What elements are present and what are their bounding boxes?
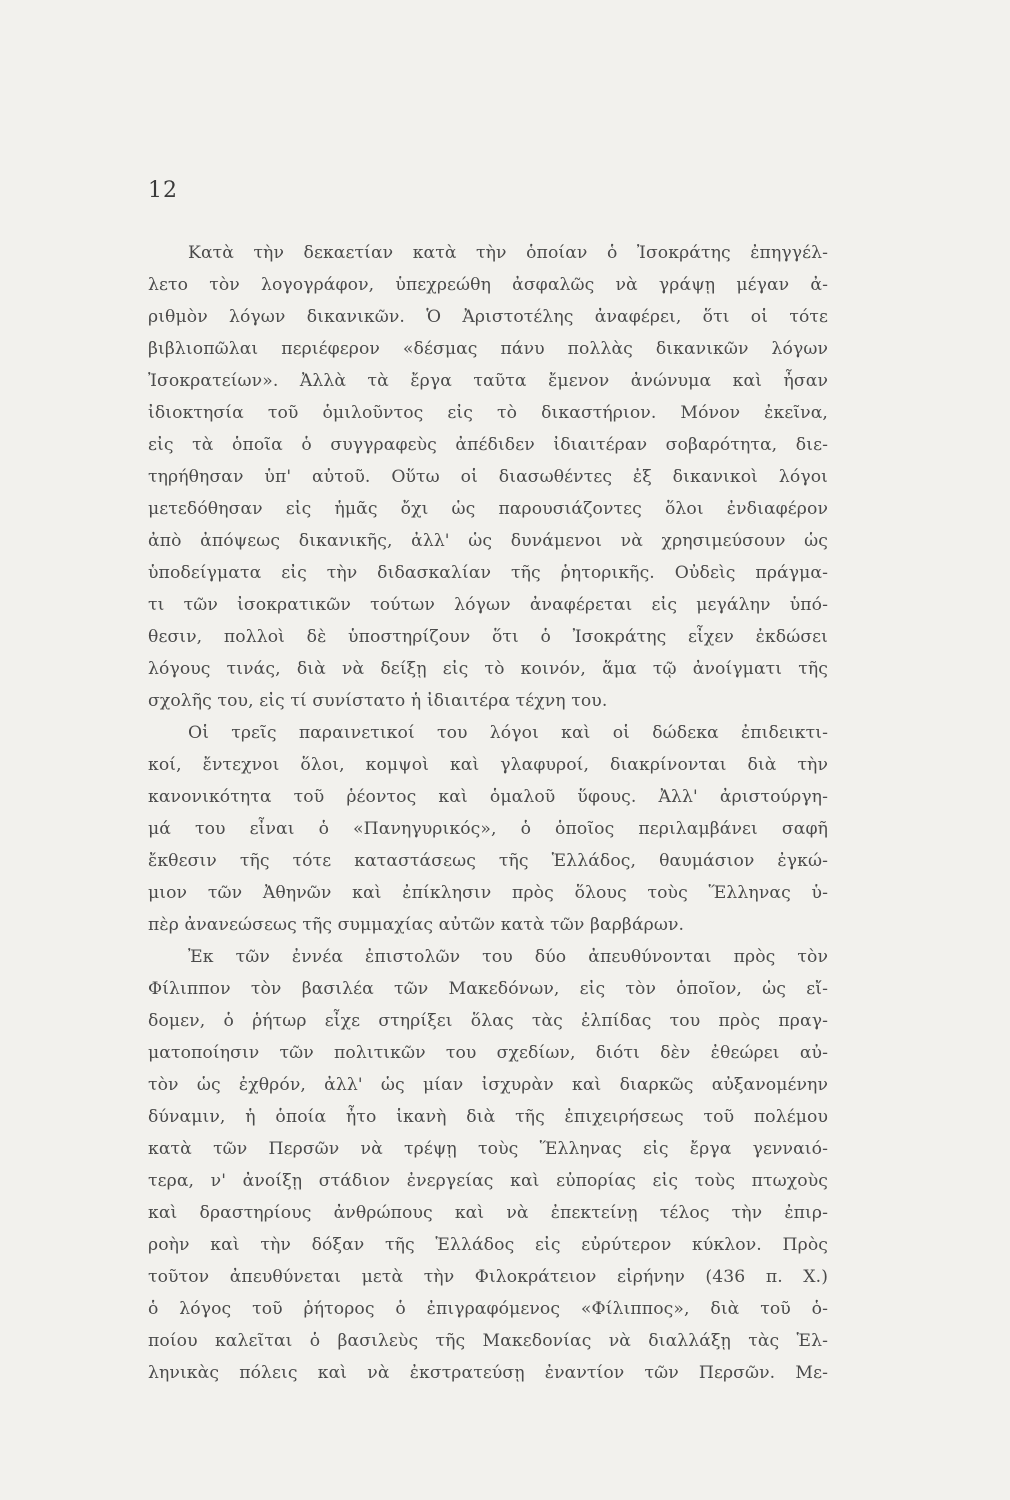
text-line: Φίλιππον τὸν βασιλέα τῶν Μακεδόνων, εἰς τὸν ὁποῖον, ὡς εἴ- xyxy=(148,979,828,999)
body-text xyxy=(148,237,828,1389)
page-number: 12 xyxy=(148,178,178,203)
text-line: ματοποίησιν τῶν πολιτικῶν του σχεδίων, διότι δὲν ἐθεώρει αὐ- xyxy=(148,1043,828,1063)
text-line: θεσιν, πολλοὶ δὲ ὑποστηρίζουν ὅτι ὁ Ἰσοκράτης εἶχεν ἐκδώσει xyxy=(148,627,828,647)
text-line: ριθμὸν λόγων δικανικῶν. Ὁ Ἀριστοτέλης ἀναφέρει, ὅτι οἱ τότε xyxy=(148,307,828,327)
text-line: κατὰ τῶν Περσῶν νὰ τρέψῃ τοὺς Ἕλληνας εἰς ἔργα γενναιό- xyxy=(148,1139,828,1159)
text-line: λετο τὸν λογογράφον, ὑπεχρεώθη ἀσφαλῶς νὰ γράψῃ μέγαν ἀ- xyxy=(148,275,828,295)
text-line: τι τῶν ἰσοκρατικῶν τούτων λόγων ἀναφέρεται εἰς μεγάλην ὑπό- xyxy=(148,595,828,615)
text-line: μιον τῶν Ἀθηνῶν καὶ ἐπίκλησιν πρὸς ὅλους τοὺς Ἕλληνας ὑ- xyxy=(148,883,828,903)
text-line: Ἰσοκρατείων». Ἀλλὰ τὰ ἔργα ταῦτα ἔμενον ἀνώνυμα καὶ ἦσαν xyxy=(148,371,828,391)
text-line: δύναμιν, ἡ ὁποία ἦτο ἱκανὴ διὰ τῆς ἐπιχειρήσεως τοῦ πολέμου xyxy=(148,1107,828,1127)
text-line: τερα, ν' ἀνοίξῃ στάδιον ἐνεργείας καὶ εὐπορίας εἰς τοὺς πτωχοὺς xyxy=(148,1171,828,1191)
text-line: ἰδιοκτησία τοῦ ὁμιλοῦντος εἰς τὸ δικαστήριον. Μόνον ἐκεῖνα, xyxy=(148,403,828,423)
text-line: καὶ δραστηρίους ἀνθρώπους καὶ νὰ ἐπεκτείνῃ τέλος τὴν ἐπιρ- xyxy=(148,1203,828,1223)
text-line: ληνικὰς πόλεις καὶ νὰ ἐκστρατεύσῃ ἐναντίον τῶν Περσῶν. Με- xyxy=(148,1363,828,1383)
text-line: ὁ λόγος τοῦ ῥήτορος ὁ ἐπιγραφόμενος «Φίλιππος», διὰ τοῦ ὁ- xyxy=(148,1299,828,1319)
text-line: Κατὰ τὴν δεκαετίαν κατὰ τὴν ὁποίαν ὁ Ἰσοκράτης ἐπηγγέλ- xyxy=(188,243,828,263)
text-line: εἰς τὰ ὁποῖα ὁ συγγραφεὺς ἀπέδιδεν ἰδιαιτέραν σοβαρότητα, διε- xyxy=(148,435,828,455)
text-line: τηρήθησαν ὑπ' αὐτοῦ. Οὕτω οἱ διασωθέντες ἐξ δικανικοὶ λόγοι xyxy=(148,467,828,487)
text-line: βιβλιοπῶλαι περιέφερον «δέσμας πάνυ πολλὰς δικανικῶν λόγων xyxy=(148,339,828,359)
text-line: τὸν ὡς ἐχθρόν, ἀλλ' ὡς μίαν ἰσχυρὰν καὶ διαρκῶς αὐξανομένην xyxy=(148,1075,828,1095)
text-line: Οἱ τρεῖς παραινετικοί του λόγοι καὶ οἱ δώδεκα ἐπιδεικτι- xyxy=(188,723,828,743)
text-line: ροὴν καὶ τὴν δόξαν τῆς Ἑλλάδος εἰς εὐρύτερον κύκλον. Πρὸς xyxy=(148,1235,828,1255)
text-line: κανονικότητα τοῦ ῥέοντος καὶ ὁμαλοῦ ὕφους. Ἀλλ' ἀριστούργη- xyxy=(148,787,828,807)
text-line: μετεδόθησαν εἰς ἡμᾶς ὄχι ὡς παρουσιάζοντες ὅλοι ἐνδιαφέρον xyxy=(148,499,828,519)
text-line: ποίου καλεῖται ὁ βασιλεὺς τῆς Μακεδονίας νὰ διαλλάξῃ τὰς Ἑλ- xyxy=(148,1331,828,1351)
text-line: σχολῆς του, εἰς τί συνίστατο ἡ ἰδιαιτέρα τέχνη του. xyxy=(148,691,608,711)
text-line: λόγους τινάς, διὰ νὰ δείξῃ εἰς τὸ κοινόν, ἅμα τῷ ἀνοίγματι τῆς xyxy=(148,659,828,679)
text-line: κοί, ἔντεχνοι ὅλοι, κομψοὶ καὶ γλαφυροί, διακρίνονται διὰ τὴν xyxy=(148,755,828,775)
text-line: μά του εἶναι ὁ «Πανηγυρικός», ὁ ὁποῖος περιλαμβάνει σαφῆ xyxy=(148,819,828,839)
text-line: ἔκθεσιν τῆς τότε καταστάσεως τῆς Ἑλλάδος, θαυμάσιον ἐγκώ- xyxy=(148,851,828,871)
text-line: πὲρ ἀνανεώσεως τῆς συμμαχίας αὐτῶν κατὰ τῶν βαρβάρων. xyxy=(148,915,685,935)
text-line: δομεν, ὁ ῥήτωρ εἶχε στηρίξει ὅλας τὰς ἐλπίδας του πρὸς πραγ- xyxy=(148,1011,828,1031)
text-line: τοῦτον ἀπευθύνεται μετὰ τὴν Φιλοκράτειον εἰρήνην (436 π. Χ.) xyxy=(148,1267,828,1287)
text-line: Ἐκ τῶν ἐννέα ἐπιστολῶν του δύο ἀπευθύνονται πρὸς τὸν xyxy=(188,947,828,967)
text-line: ἀπὸ ἀπόψεως δικανικῆς, ἀλλ' ὡς δυνάμενοι νὰ χρησιμεύσουν ὡς xyxy=(148,531,828,551)
text-line: ὑποδείγματα εἰς τὴν διδασκαλίαν τῆς ῥητορικῆς. Οὐδεὶς πράγμα- xyxy=(148,563,828,583)
